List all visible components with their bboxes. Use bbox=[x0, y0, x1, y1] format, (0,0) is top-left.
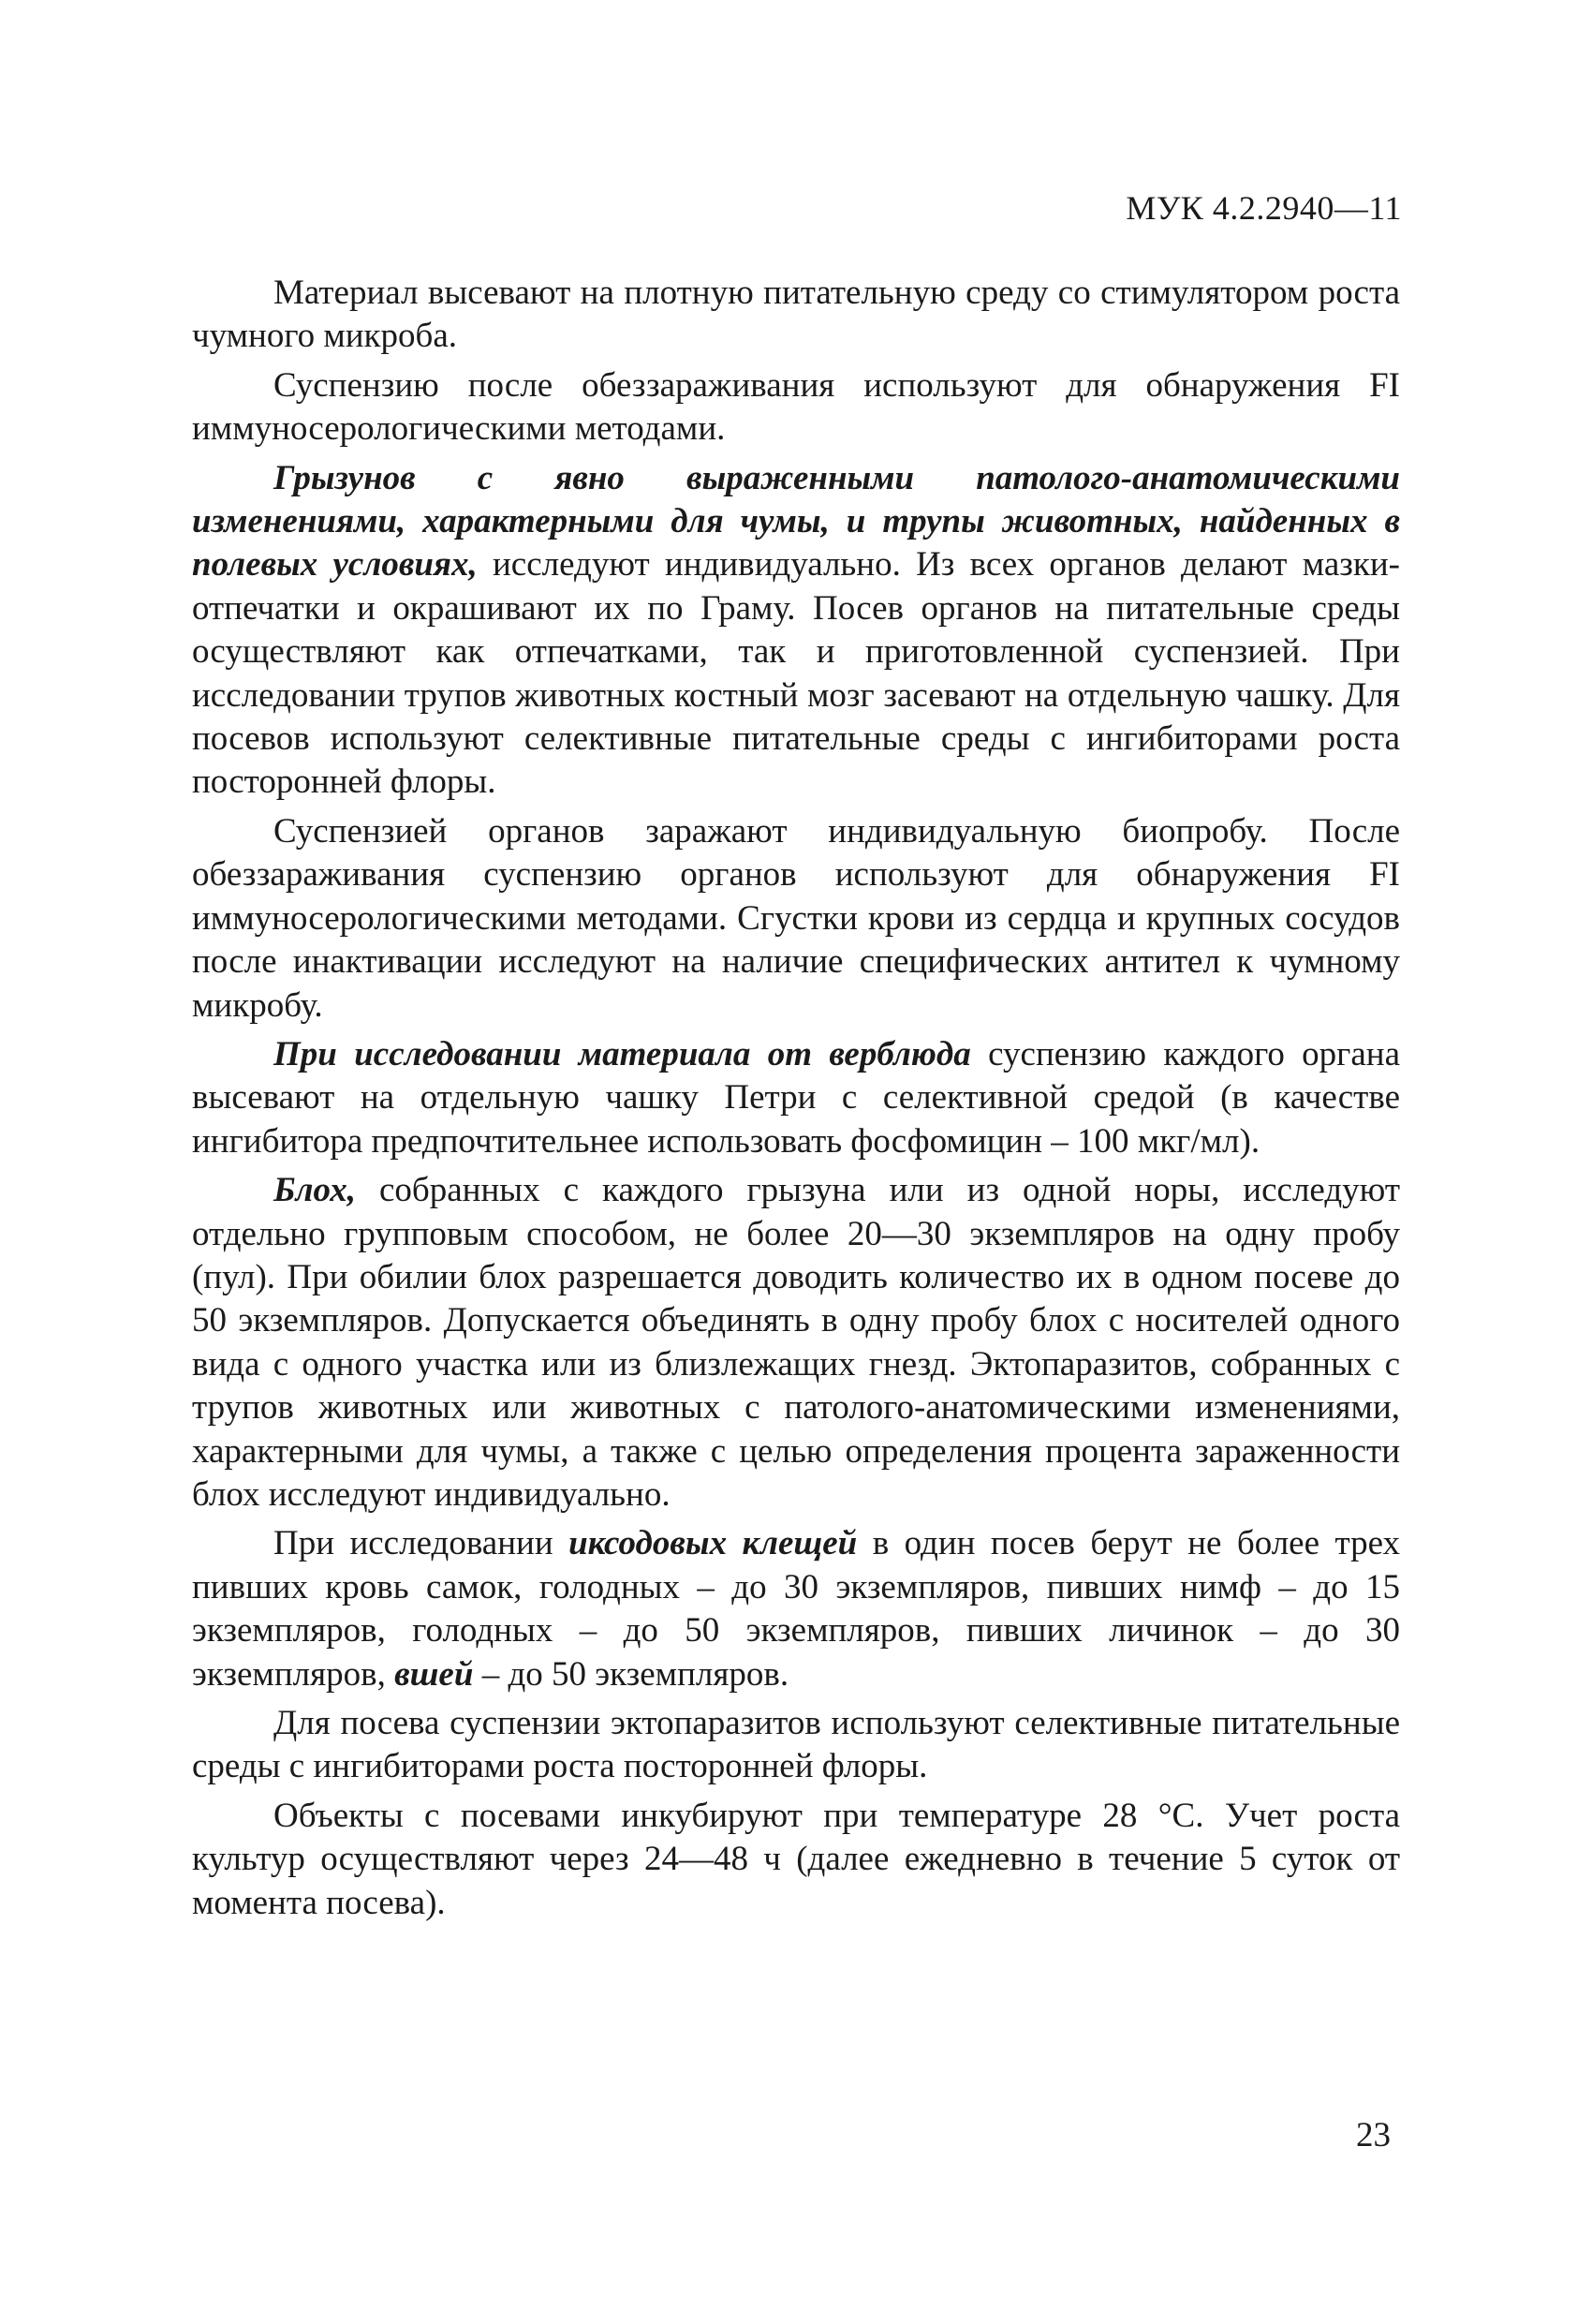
paragraph-fleas bbox=[192, 1169, 1400, 1517]
paragraph-ectoparasite-media bbox=[192, 1702, 1400, 1789]
paragraph-camel bbox=[192, 1033, 1400, 1163]
paragraph-text: Для посева суспензии эктопаразитов используют селективные питательные среды с ингибиторами роста посторонней флоры. bbox=[192, 1704, 1400, 1786]
paragraph-text: собранных с каждого грызуна или из одной норы, исследуют отдельно групповым способом, не более 20—30 экземпляров на одну пробу (пул). При обилии блох разрешается доводить количество их в одном посеве до 50 экземпляров. Допускается объединять в одну пробу блох с носителей одного вида с одного участка или из близлежащих гнезд. Эктопаразитов, собранных с трупов животных или животных с патолого-анатомическими изменениями, характерными для чумы, а также с целью определения процента зараженности блох исследуют индивидуально. bbox=[192, 1171, 1400, 1514]
paragraph-rodents bbox=[192, 457, 1400, 805]
paragraph-incubation bbox=[192, 1795, 1400, 1925]
emphasis-lice: вшей bbox=[394, 1654, 474, 1694]
paragraph-material-seeding bbox=[192, 272, 1400, 359]
emphasis-fleas: Блох, bbox=[273, 1171, 357, 1210]
paragraph-text: При исследовании bbox=[273, 1524, 569, 1563]
paragraph-text: Материал высевают на плотную питательную среду со стимулятором роста чумного микроба. bbox=[192, 274, 1400, 356]
page-number: 23 bbox=[1356, 2116, 1391, 2154]
document-body bbox=[192, 272, 1400, 1925]
emphasis-rodents: Грызунов с явно выраженными патолого-анатомическими изменениями, характерными для чумы, и трупы животных, найденных в полевых условиях, bbox=[192, 458, 1400, 585]
paragraph-text: в один посев берут не более трех пивших кровь самок, голодных – до 30 экземпляров, пивших нимф – до 15 экземпляров, голодных – до 50 экземпляров, пивших личинок – до 30 экземпляров, bbox=[192, 1524, 1401, 1694]
emphasis-camel: При исследовании материала от верблюда bbox=[273, 1034, 971, 1073]
paragraph-text: суспензию каждого органа высевают на отдельную чашку Петри с селективной средой (в качестве ингибитора предпочтительнее использовать фосфомицин – 100 мкг/мл). bbox=[192, 1034, 1400, 1161]
document-code-header: МУК 4.2.2940—11 bbox=[1126, 189, 1402, 227]
emphasis-ticks: иксодовых клещей bbox=[568, 1524, 858, 1563]
paragraph-text: – до 50 экземпляров. bbox=[473, 1654, 789, 1694]
paragraph-text: Суспензией органов заражают индивидуальную биопробу. После обеззараживания суспензию органов используют для обнаружения FI иммуносерологическими методами. Сгустки крови из сердца и крупных сосудов после инактивации исследуют на наличие специфических антител к чумному микробу. bbox=[192, 811, 1400, 1025]
paragraph-text: исследуют индивидуально. Из всех органов делают мазки-отпечатки и окрашивают их по Граму. Посев органов на питательные среды осуществляют как отпечатками, так и приготовленной суспензией. При исследовании трупов животных костный мозг засевают на отдельную чашку. Для посевов используют селективные питательные среды с ингибиторами роста посторонней флоры. bbox=[192, 545, 1400, 802]
paragraph-suspension-fi bbox=[192, 364, 1400, 451]
paragraph-organ-suspension bbox=[192, 810, 1400, 1028]
paragraph-ticks bbox=[192, 1522, 1400, 1696]
paragraph-text: Суспензию после обеззараживания используют для обнаружения FI иммуносерологическими методами. bbox=[192, 365, 1400, 449]
paragraph-text: Объекты с посевами инкубируют при температуре 28 °С. Учет роста культур осуществляют через 24—48 ч (далее ежедневно в течение 5 суток от момента посева). bbox=[192, 1796, 1400, 1922]
